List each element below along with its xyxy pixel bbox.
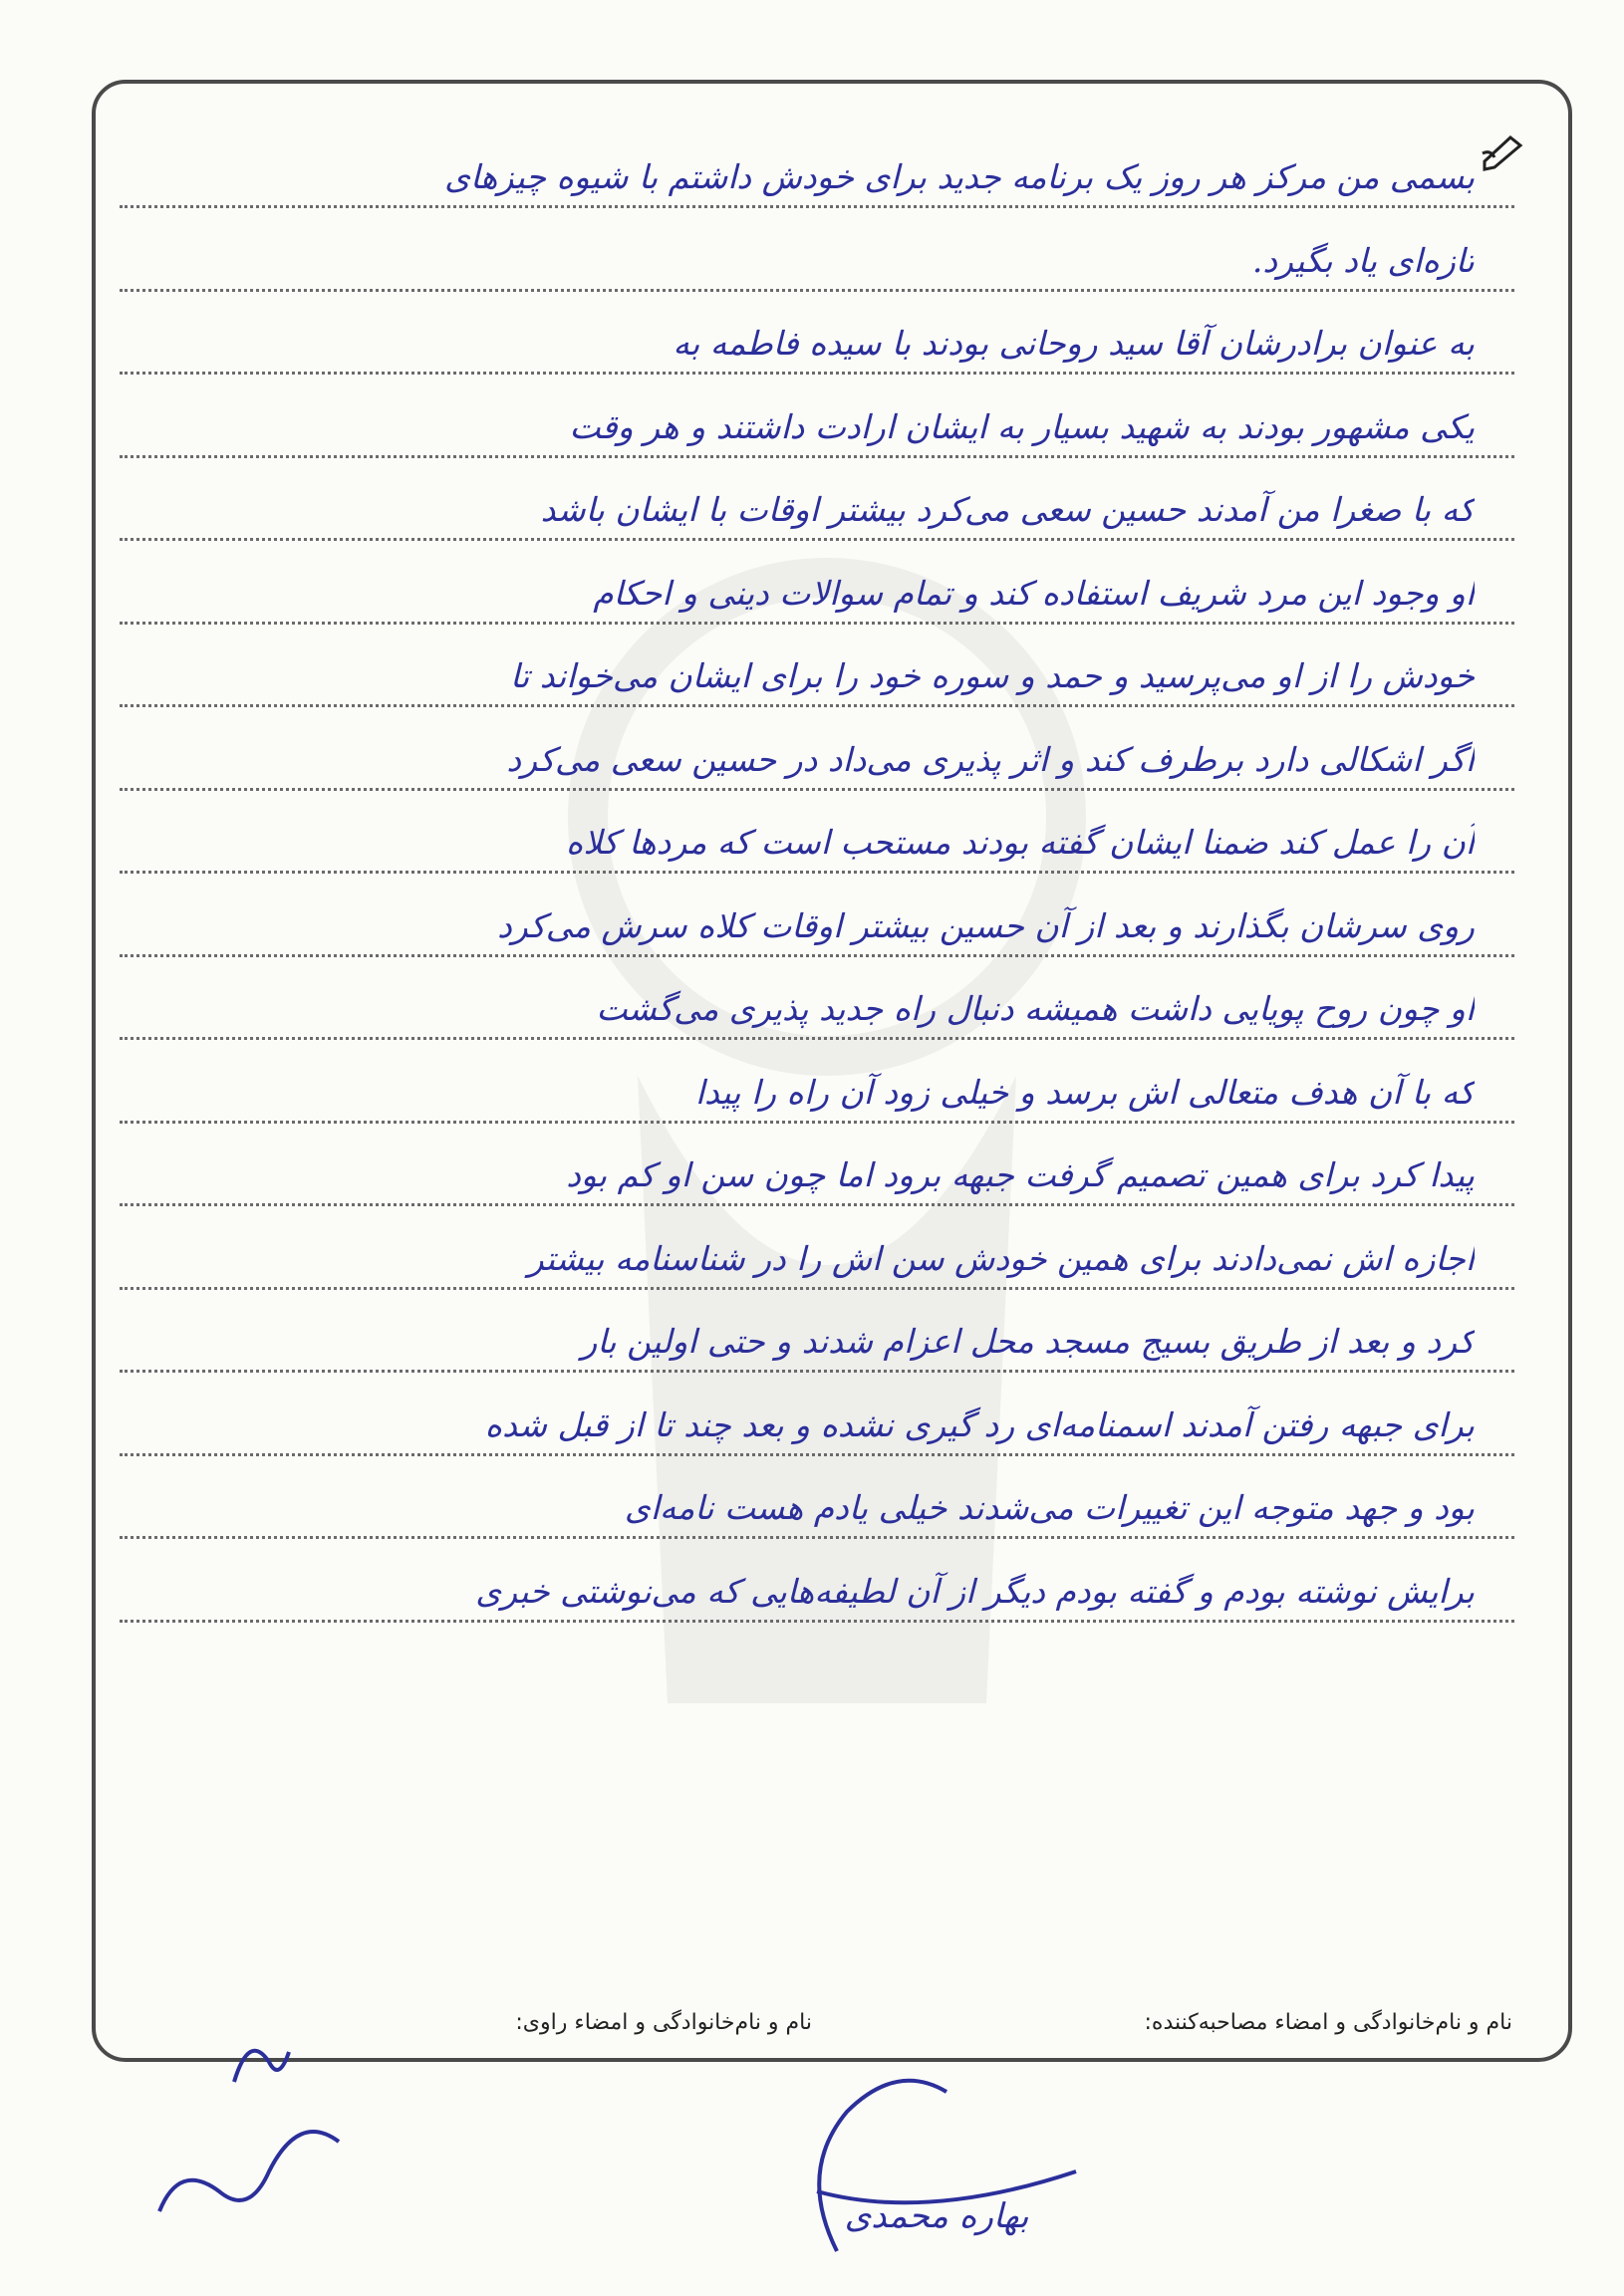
dotted-rule (120, 622, 1514, 625)
handwritten-line: اجازه اش نمی‌دادند برای همین خودش سن اش را در شناسنامه بیشتر (527, 1238, 1475, 1278)
interviewer-signature-name: بهاره محمدی (844, 2196, 1029, 2236)
handwritten-line: بود و جهد متوجه این تغییرات می‌شدند خیلی یادم هست نامه‌ای (624, 1488, 1475, 1527)
handwritten-line: بسمی من مرکز هر روز یک برنامه جدید برای خودش داشتم با شیوه چیزهای (444, 157, 1475, 196)
dotted-rule (120, 871, 1514, 874)
handwritten-line: روی سرشان بگذارند و بعد از آن حسین بیشتر اوقات کلاه سرش می‌کرد (497, 905, 1475, 945)
dotted-rule (120, 788, 1514, 791)
dotted-rule (120, 1287, 1514, 1290)
dotted-rule (120, 704, 1514, 707)
interviewer-signature (777, 2052, 1096, 2296)
handwritten-line: پیدا کرد برای همین تصمیم گرفت جبهه برود اما چون سن او کم بود (566, 1155, 1475, 1194)
dotted-rule (120, 205, 1514, 208)
handwritten-line: که با صغرا من آمدند حسین سعی می‌کرد بیشتر اوقات با ایشان باشد (540, 490, 1475, 529)
dotted-rule (120, 1620, 1514, 1623)
pencil-note-icon (1481, 131, 1528, 171)
dotted-rule (120, 372, 1514, 375)
dotted-rule (120, 1037, 1514, 1040)
dotted-rule (120, 1121, 1514, 1124)
handwritten-line: برایش نوشته بودم و گفته بودم دیگر از آن لطیفه‌هایی که می‌نوشتی خبری (475, 1571, 1475, 1611)
handwritten-line: برای جبهه رفتن آمدند اسمنامه‌ای رد گیری نشده و بعد چند تا از قبل شده (484, 1404, 1475, 1444)
handwritten-line: اگر اشکالی دارد برطرف کند و اثر پذیری می‌داد در حسین سعی می‌کرد (506, 739, 1475, 779)
dotted-rule (120, 1370, 1514, 1373)
dotted-rule (120, 1453, 1514, 1456)
handwritten-line: او چون روح پویایی داشت همیشه دنبال راه جدید پذیری می‌گشت (596, 989, 1475, 1028)
dotted-rule (120, 455, 1514, 458)
handwritten-line: او وجود این مرد شریف استفاده کند و تمام سوالات دینی و احکام (593, 573, 1475, 613)
narrator-signature-label: نام و نام‌خانوادگی و امضاء راوی: (515, 2010, 812, 2035)
handwritten-line: به عنوان برادرشان آقا سید روحانی بودند با سیده فاطمه به (673, 324, 1475, 363)
handwritten-line: آن را عمل کند ضمنا ایشان گفته بودند مستحب است که مردها کلاه (566, 823, 1475, 862)
handwritten-line: تازه‌ای یاد بگیرد. (1251, 240, 1475, 280)
handwritten-line: کرد و بعد از طریق بسیج مسجد محل اعزام شدند و حتی اولین بار (581, 1322, 1475, 1361)
handwritten-line: خودش را از او می‌پرسید و حمد و سوره خود را برای ایشان می‌خواند تا (510, 656, 1475, 695)
dotted-rule (120, 1203, 1514, 1206)
dotted-rule (120, 289, 1514, 292)
interviewer-signature-label: نام و نام‌خانوادگی و امضاء مصاحبه‌کننده: (1144, 2010, 1512, 2035)
dotted-rule (120, 954, 1514, 957)
dotted-rule (120, 538, 1514, 541)
dotted-rule (120, 1536, 1514, 1539)
handwritten-line: که با آن هدف متعالی اش برسد و خیلی زود آن راه را پیدا (694, 1072, 1475, 1112)
handwritten-line: یکی مشهور بودند به شهید بسیار به ایشان ارادت داشتند و هر وقت (569, 406, 1475, 446)
narrator-signature (139, 2022, 399, 2221)
